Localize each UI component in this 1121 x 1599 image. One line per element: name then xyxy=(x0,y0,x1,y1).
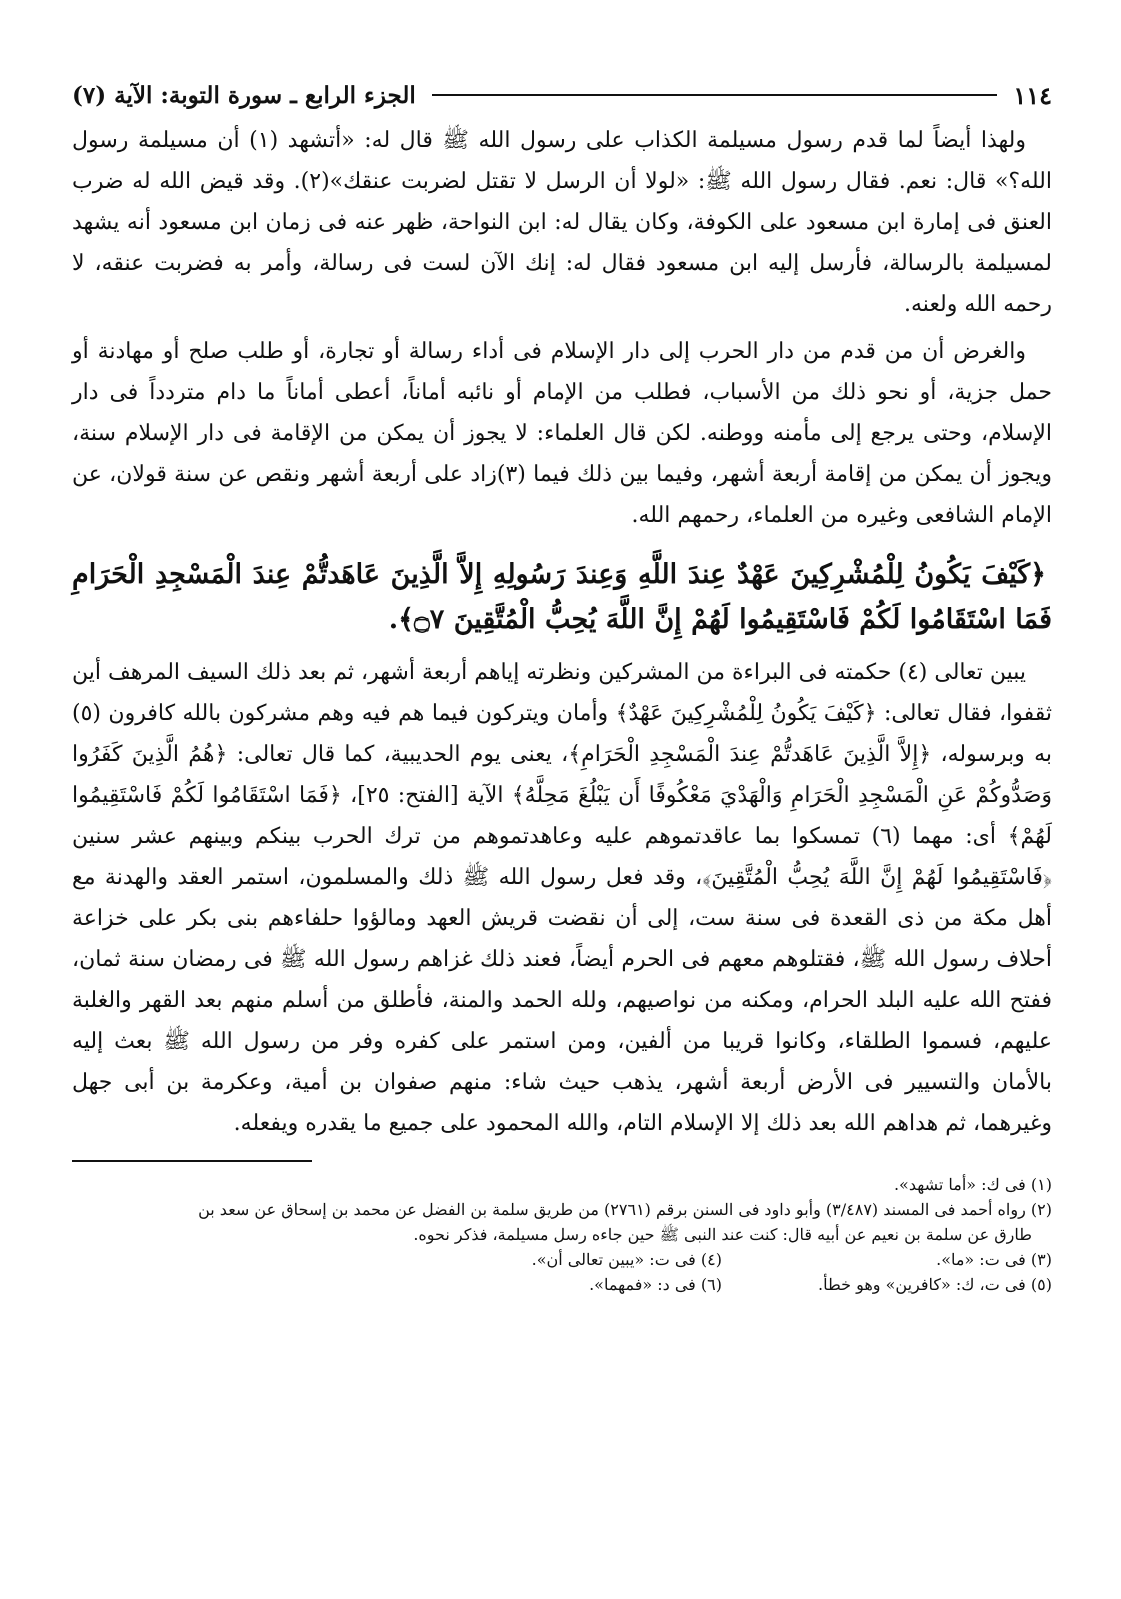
paragraph-2: والغرض أن من قدم من دار الحرب إلى دار الإسلام فى أداء رسالة أو تجارة، أو طلب صلح أو مهادنة أو حمل جزية، أو نحو ذلك من الأسباب، فطلب من الإمام أو نائبه أماناً، أعطى أماناً ما دام متردداً فى دار الإسلام، وحتى يرجع إلى مأمنه ووطنه. لكن قال العلماء: لا يجوز أن يمكن من الإقامة فى دار الإسلام سنة، ويجوز أن يمكن من إقامة أربعة أشهر، وفيما بين ذلك فيما (٣)زاد على أربعة أشهر ونقص عن سنة قولان، عن الإمام الشافعى وغيره من العلماء، رحمهم الله. xyxy=(72,339,1053,528)
footnote-4: (٤) فى ت: «يبين تعالى أن». xyxy=(531,1250,722,1269)
page-header xyxy=(72,78,1052,112)
paragraph-1: ولهذا أيضاً لما قدم رسول مسيلمة الكذاب على رسول الله ﷺ قال له: «أتشهد (١) أن مسيلمة رسول الله؟» قال: نعم. فقال رسول الله ﷺ: «لولا أن الرسل لا تقتل لضربت عنقك»(٢). وقد قيض الله له ضرب العنق فى إمارة ابن مسعود على الكوفة، وكان يقال له: ابن النواحة، ظهر عنه فى زمان ابن مسعود أنه يشهد لمسيلمة بالرسالة، فأرسل إليه ابن مسعود فقال له: إنك الآن لست فى رسالة، وأمر به فضربت عنقه، لا رحمه الله ولعنه. xyxy=(72,128,1052,317)
footnote-6: (٦) فى د: «فمهما». xyxy=(589,1275,722,1294)
header-rule xyxy=(432,94,998,96)
page-number: ١١٤ xyxy=(1013,80,1052,110)
footnote-2-continuation: طارق عن سلمة بن نعيم عن أبيه قال: كنت عند النبى ﷺ حين جاءه رسل مسيلمة، فذكر نحوه. xyxy=(413,1225,1032,1244)
footnote-3: (٣) فى ت: «ما». xyxy=(936,1250,1052,1269)
footnotes xyxy=(72,1172,1052,1297)
footnote-row-3-4 xyxy=(72,1247,1052,1272)
footnote-separator xyxy=(72,1160,312,1162)
footnote-5: (٥) فى ت، ك: «كافرين» وهو خطأ. xyxy=(818,1275,1052,1294)
book-page xyxy=(72,78,1052,1297)
running-title: الجزء الرابع ـ سورة التوبة: الآية (٧) xyxy=(72,81,416,109)
commentary-paragraph: يبين تعالى (٤) حكمته فى البراءة من المشركين ونظرته إياهم أربعة أشهر، ثم بعد ذلك السيف المرهف أين ثقفوا، فقال تعالى: ﴿كَيْفَ يَكُونُ لِلْمُشْرِكِينَ عَهْدٌ﴾ وأمان ويتركون فيما هم فيه وهم مشركون بالله كافرون (٥) به وبرسوله، ﴿إِلاَّ الَّذِينَ عَاهَدتُّمْ عِندَ الْمَسْجِدِ الْحَرَامِ﴾، يعنى يوم الحديبية، كما قال تعالى: ﴿هُمُ الَّذِينَ كَفَرُوا وَصَدُّوكُمْ عَنِ الْمَسْجِدِ الْحَرَامِ وَالْهَدْيَ مَعْكُوفًا أَن يَبْلُغَ مَحِلَّهُ﴾ الآية [الفتح: ٢٥]، ﴿فَمَا اسْتَقَامُوا لَكُمْ فَاسْتَقِيمُوا لَهُمْ﴾ أى: مهما (٦) تمسكوا بما عاقدتموهم عليه وعاهدتموهم من ترك الحرب بينكم وبينهم عشر سنين ﴿فَاسْتَقِيمُوا لَهُمْ إِنَّ اللَّهَ يُحِبُّ الْمُتَّقِينَ﴾، وقد فعل رسول الله ﷺ ذلك والمسلمون، استمر العقد والهدنة مع أهل مكة من ذى القعدة فى سنة ست، إلى أن نقضت قريش العهد ومالؤوا حلفاءهم بنى بكر على خزاعة أحلاف رسول الله ﷺ، فقتلوهم معهم فى الحرم أيضاً، فعند ذلك غزاهم رسول الله ﷺ فى رمضان سنة ثمان، ففتح الله عليه البلد الحرام، ومكنه من نواصيهم، ولله الحمد والمنة، فأطلق من أسلم منهم بعد القهر والغلبة عليهم، فسموا الطلقاء، وكانوا قريبا من ألفين، ومن استمر على كفره وفر من رسول الله ﷺ بعث إليه بالأمان والتسيير فى الأرض أربعة أشهر، يذهب حيث شاء: منهم صفوان بن أمية، وعكرمة بن أبى جهل وغيرهما، ثم هداهم الله بعد ذلك إلا الإسلام التام، والله المحمود على جميع ما يقدره ويفعله. xyxy=(72,660,1053,1136)
quran-verse: ﴿كَيْفَ يَكُونُ لِلْمُشْرِكِينَ عَهْدٌ عِندَ اللَّهِ وَعِندَ رَسُولِهِ إِلاَّ الَّذِينَ عَاهَدتُّمْ عِندَ الْمَسْجِدِ الْحَرَامِ فَمَا اسْتَقَامُوا لَكُمْ فَاسْتَقِيمُوا لَهُمْ إِنَّ اللَّهَ يُحِبُّ الْمُتَّقِينَ ۝٧﴾. xyxy=(72,559,1052,635)
footnote-row-5-6 xyxy=(72,1272,1052,1297)
footnote-1: (١) فى ك: «أما تشهد». xyxy=(893,1175,1052,1194)
footnote-2: (٢) رواه أحمد فى المسند (٣/٤٨٧) وأبو داود فى السنن برقم (٢٧٦١) من طريق سلمة بن الفضل عن محمد بن إسحاق عن سعد بن xyxy=(198,1200,1052,1219)
